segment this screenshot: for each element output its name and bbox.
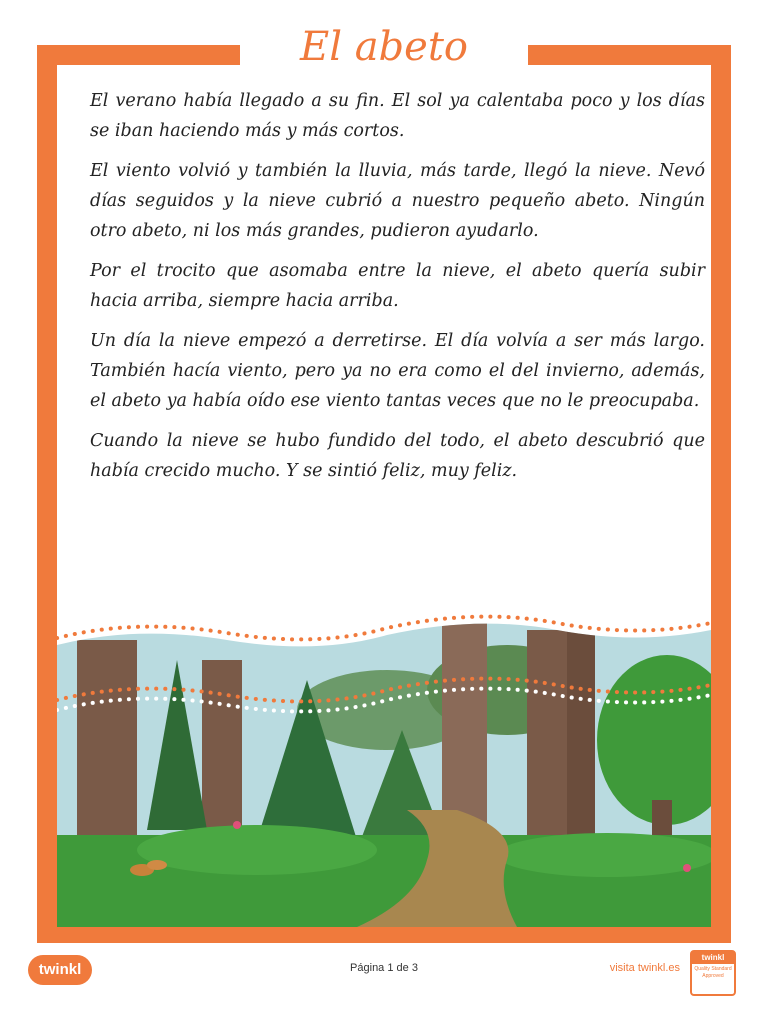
- paragraph-5: Cuando la nieve se hubo fundido del todo, el abeto descubrió que había crecido mucho. Y se sintió feliz, muy feliz.: [90, 431, 705, 481]
- paragraph-4: Un día la nieve empezó a derretirse. El día volvía a ser más largo. También hacía viento, pero ya no era como el del invierno, además, el abeto ya había oído ese viento tantas veces que no le preocupaba.: [90, 331, 705, 411]
- badge-brand: twinkl: [692, 952, 734, 964]
- quality-badge: [690, 950, 736, 996]
- story-text: [90, 86, 705, 496]
- paragraph-1: El verano había llegado a su fin. El sol ya calentaba poco y los días se iban haciendo más y más cortos.: [90, 91, 705, 141]
- paragraph-3: Por el trocito que asomaba entre la nieve, el abeto quería subir hacia arriba, siempre hacia arriba.: [90, 261, 705, 311]
- forest-illustration: [57, 600, 711, 927]
- footer-divider: [37, 940, 731, 943]
- twinkl-logo: twinkl: [28, 955, 92, 985]
- page-number: Página 1 de 3: [350, 962, 418, 974]
- page-title: El abeto: [300, 24, 468, 70]
- visit-link[interactable]: visita twinkl.es: [609, 962, 680, 974]
- paragraph-2: El viento volvió y también la lluvia, más tarde, llegó la nieve. Nevó días seguidos y la nieve cubrió a nuestro pequeño abeto. Ningún otro abeto, ni los más grandes, pudieron ayudarlo.: [90, 161, 705, 241]
- badge-label: Quality Standard Approved: [694, 966, 732, 979]
